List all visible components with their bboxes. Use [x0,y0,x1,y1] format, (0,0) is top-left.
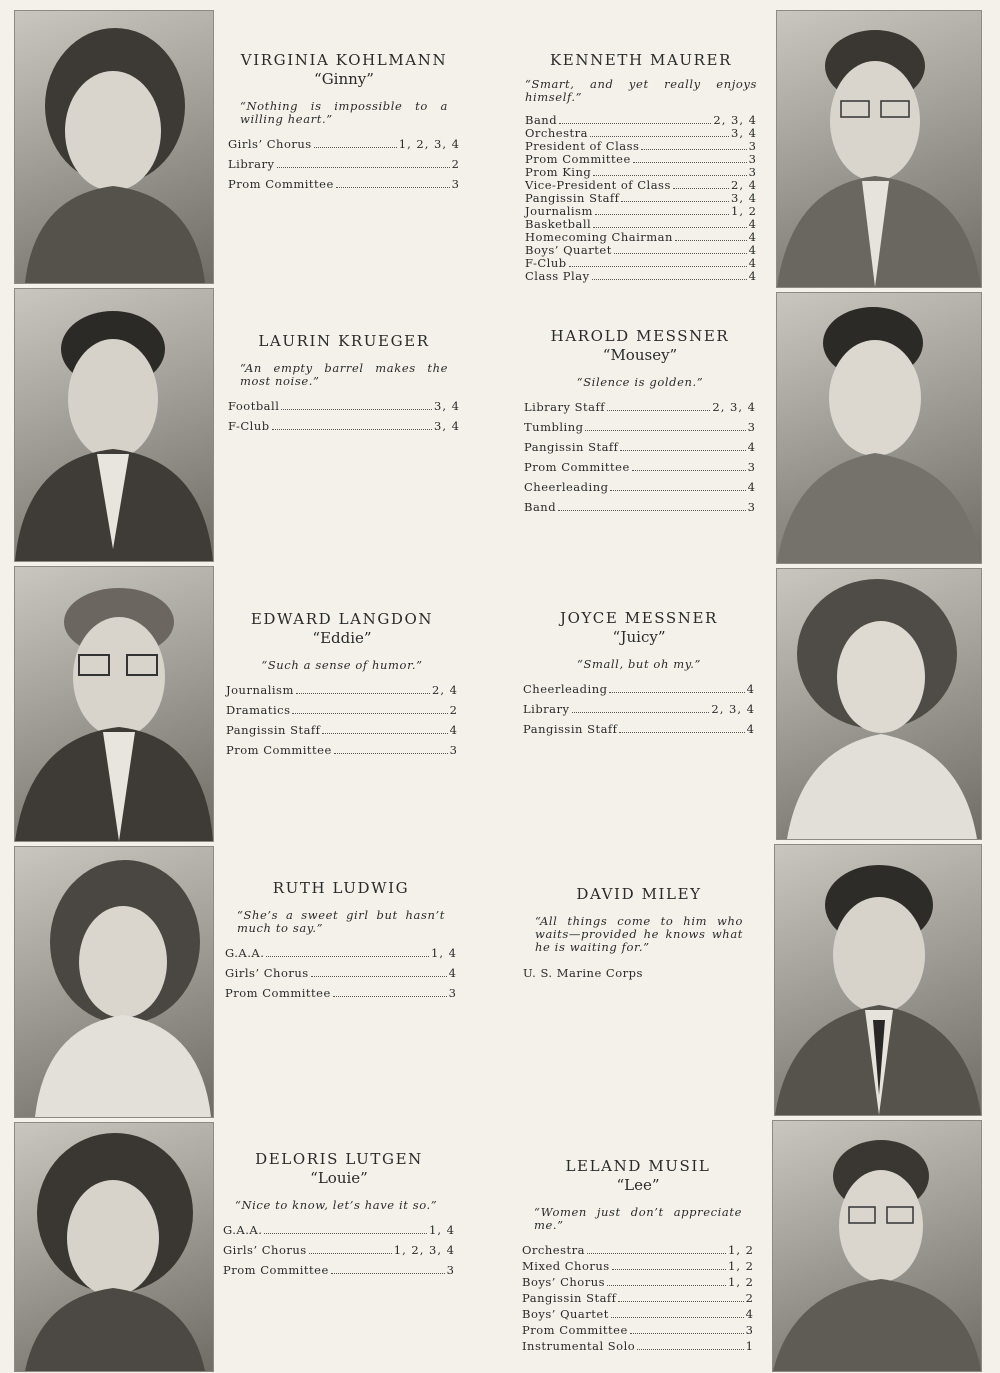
student-quote: “All things come to him who waits—provided he knows what he is waiting for.” [535,914,743,954]
student-nickname: “Eddie” [312,629,372,647]
portrait-photo [776,292,982,564]
activity-item: Tumbling 3 [524,420,756,434]
activity-list [524,401,756,514]
activity-item: Orchestra 1, 2 [522,1243,754,1257]
activity-item: Girls’ Chorus 4 [225,966,457,980]
portrait-photo [14,288,214,562]
activity-item: Journalism 2, 4 [226,683,458,697]
senior-entry [522,1157,754,1356]
activity-item: Boys’ Quartet 4 [522,1307,754,1321]
activity-list [522,1244,754,1353]
portrait-photo [776,568,982,840]
student-quote: “Small, but oh my.” [576,657,702,671]
activity-item: Prom Committee 3 [226,743,458,757]
senior-entry [228,332,460,440]
student-quote: “Such a sense of humor.” [261,658,423,672]
student-name: VIRGINIA KOHLMANN [240,51,448,69]
activity-item: Instrumental Solo 1 [522,1339,754,1353]
student-name: JOYCE MESSNER [560,609,718,627]
activity-item: Girls’ Chorus 1, 2, 3, 4 [223,1243,455,1257]
student-nickname: “Ginny” [314,70,374,88]
activity-item: Library Staff 2, 3, 4 [524,400,756,414]
activity-item: F-Club 4 [525,256,757,270]
activity-item: Boys’ Chorus 1, 2 [522,1275,754,1289]
student-name: EDWARD LANGDON [250,610,434,628]
portrait-photo [774,844,982,1116]
student-nickname: “Louie” [310,1169,368,1187]
student-name: RUTH LUDWIG [272,879,410,897]
student-name: LAURIN KRUEGER [258,332,430,350]
senior-entry [226,610,458,764]
activity-item: F-Club 3, 4 [228,419,460,433]
activity-item: Girls’ Chorus 1, 2, 3, 4 [228,137,460,151]
senior-entry [523,609,755,743]
activity-list [523,683,755,736]
activity-item: Vice-President of Class 2, 4 [525,178,757,192]
activity-item: Prom Committee 3 [522,1323,754,1337]
activity-item: Pangissin Staff 2 [522,1291,754,1305]
activity-item: Prom Committee 3 [524,460,756,474]
portrait-photo [14,1122,214,1372]
activity-list [225,947,457,1000]
student-quote: “Nice to know, let’s have it so.” [235,1198,438,1212]
activity-item: Dramatics 2 [226,703,458,717]
student-name: DAVID MILEY [576,885,702,903]
senior-entry [524,327,756,521]
activity-item: Homecoming Chairman 4 [525,230,757,244]
activity-item: Pangissin Staff 4 [524,440,756,454]
activity-item: Band 3 [524,500,756,514]
activity-item: Prom Committee 3 [228,177,460,191]
activity-item: Library 2 [228,157,460,171]
portrait-photo [772,1120,982,1372]
student-quote: “Smart, and yet really enjoys himself.” [525,77,757,104]
student-quote: “Women just don’t appreciate me.” [534,1205,742,1232]
activity-item: Pangissin Staff 3, 4 [525,191,757,205]
activity-item: G.A.A. 1, 4 [223,1223,455,1237]
activity-item: Pangissin Staff 4 [226,723,458,737]
student-name: LELAND MUSIL [565,1157,711,1175]
activity-item: President of Class 3 [525,139,757,153]
activity-item: Pangissin Staff 4 [523,722,755,736]
student-quote: “Silence is golden.” [576,375,704,389]
activity-item: Orchestra 3, 4 [525,126,757,140]
student-quote: “Nothing is impossible to a willing heart.” [240,99,448,126]
activity-list [228,400,460,433]
activity-item: Cheerleading 4 [524,480,756,494]
student-nickname: “Lee” [616,1176,660,1194]
activity-item: Prom Committee 3 [223,1263,455,1277]
senior-entry [223,1150,455,1284]
student-name: HAROLD MESSNER [550,327,730,345]
student-name: DELORIS LUTGEN [255,1150,423,1168]
activity-item: Prom Committee 3 [225,986,457,1000]
activity-item: Mixed Chorus 1, 2 [522,1259,754,1273]
portrait-photo [14,846,214,1118]
activity-item: G.A.A. 1, 4 [225,946,457,960]
activity-list [525,114,757,283]
student-nickname: “Juicy” [612,628,666,646]
activity-list [223,1224,455,1277]
activity-item: Band 2, 3, 4 [525,113,757,127]
student-quote: “She’s a sweet girl but hasn’t much to say.” [237,908,445,935]
activity-list [226,684,458,757]
service-note: U. S. Marine Corps [523,966,643,980]
activity-item: Class Play 4 [525,269,757,283]
activity-item: Football 3, 4 [228,399,460,413]
activity-item: Journalism 1, 2 [525,204,757,218]
activity-item: Prom King 3 [525,165,757,179]
portrait-photo [776,10,982,288]
student-quote: “An empty barrel makes the most noise.” [240,361,448,388]
portrait-photo [14,566,214,842]
senior-entry [525,51,757,283]
student-name: KENNETH MAURER [550,51,732,69]
activity-list [228,138,460,191]
student-nickname: “Mousey” [602,346,678,364]
activity-item: Cheerleading 4 [523,682,755,696]
activity-item: Boys’ Quartet 4 [525,243,757,257]
senior-entry [225,879,457,1007]
senior-entry [523,885,755,980]
activity-item: Prom Committee 3 [525,152,757,166]
portrait-photo [14,10,214,284]
activity-item: Library 2, 3, 4 [523,702,755,716]
senior-entry [228,51,460,198]
activity-item: Basketball 4 [525,217,757,231]
